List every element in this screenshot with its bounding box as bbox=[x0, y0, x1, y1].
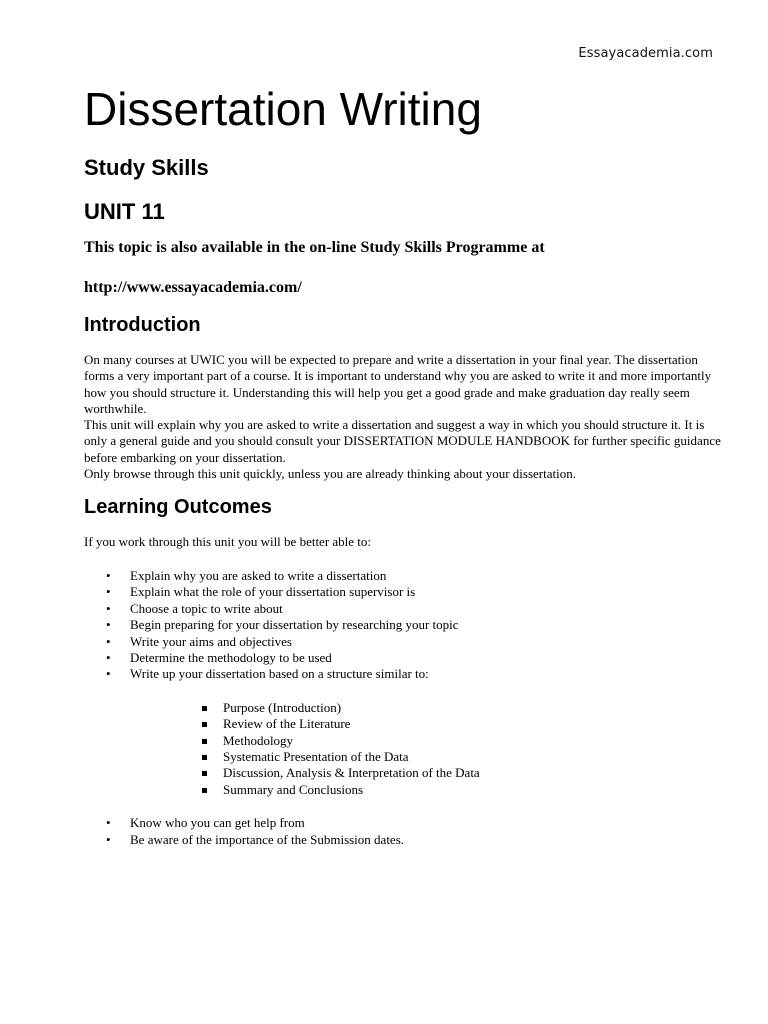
list-item bbox=[84, 634, 724, 650]
sub-list-item bbox=[84, 700, 724, 716]
list-item-text: Choose a topic to write about bbox=[130, 600, 283, 616]
list-item-text: Write your aims and objectives bbox=[130, 633, 292, 649]
square-bullet-icon bbox=[202, 706, 207, 711]
unit-label: UNIT 11 bbox=[84, 199, 165, 224]
availability-note: This topic is also available in the on-line Study Skills Programme at bbox=[84, 239, 545, 256]
list-item bbox=[84, 832, 724, 848]
sub-list-item bbox=[84, 716, 724, 732]
sub-list-item bbox=[84, 782, 724, 798]
list-item bbox=[84, 568, 724, 584]
sub-list-item-text: Discussion, Analysis & Interpretation of the Data bbox=[223, 765, 480, 781]
introduction-paragraph: Only browse through this unit quickly, unless you are already thinking about your dissertation. bbox=[84, 466, 576, 482]
document-title: Dissertation Writing bbox=[84, 83, 482, 135]
structure-sublist bbox=[84, 700, 724, 798]
bullet-icon: • bbox=[106, 831, 111, 847]
document-subtitle: Study Skills bbox=[84, 155, 209, 180]
sub-list-item-text: Summary and Conclusions bbox=[223, 781, 364, 797]
outcomes-lead: If you work through this unit you will be better able to: bbox=[84, 534, 372, 549]
list-item bbox=[84, 815, 724, 831]
introduction-heading: Introduction bbox=[84, 314, 201, 336]
bullet-icon: • bbox=[106, 815, 111, 831]
bullet-icon: • bbox=[106, 617, 111, 633]
sub-list-item-text: Methodology bbox=[223, 732, 294, 748]
square-bullet-icon bbox=[202, 722, 207, 727]
bullet-icon: • bbox=[106, 600, 111, 616]
square-bullet-icon bbox=[202, 739, 207, 744]
list-item bbox=[84, 617, 724, 633]
introduction-body bbox=[84, 352, 724, 494]
list-item-text: Explain what the role of your dissertation supervisor is bbox=[130, 584, 416, 600]
list-item-text: Be aware of the importance of the Submission dates. bbox=[130, 831, 405, 847]
list-item-text: Write up your dissertation based on a structure similar to: bbox=[130, 666, 429, 682]
learning-outcomes-heading: Learning Outcomes bbox=[84, 496, 272, 518]
list-item bbox=[84, 601, 724, 617]
sub-list-item-text: Systematic Presentation of the Data bbox=[223, 749, 409, 765]
list-item-text: Explain why you are asked to write a dissertation bbox=[130, 568, 387, 583]
introduction-paragraph: This unit will explain why you are asked to write a dissertation and suggest a way in which you should structure it. It is only a general guide and you should consult your DISSERTATION MODULE HANDBOOK for further specific guidance before embarking on your dissertation. bbox=[84, 417, 721, 465]
list-item bbox=[84, 666, 724, 682]
square-bullet-icon bbox=[202, 771, 207, 776]
list-item bbox=[84, 584, 724, 600]
sub-list-item bbox=[84, 765, 724, 781]
bullet-icon: • bbox=[106, 666, 111, 682]
square-bullet-icon bbox=[202, 755, 207, 760]
introduction-paragraph: On many courses at UWIC you will be expected to prepare and write a dissertation in your final year. The dissertation forms a very important part of a course. It is important to understand why you are asked to write it and more importantly how you should structure it. Understanding this will help you get a good grade and make graduation day really seem worthwhile. bbox=[84, 352, 712, 416]
document-content bbox=[84, 82, 724, 848]
sub-list-item bbox=[84, 749, 724, 765]
sub-list-item-text: Purpose (Introduction) bbox=[223, 699, 342, 715]
outcomes-list-continued bbox=[84, 815, 724, 848]
bullet-icon: • bbox=[106, 584, 111, 600]
bullet-icon: • bbox=[106, 568, 111, 583]
sub-list-item-text: Review of the Literature bbox=[223, 716, 351, 732]
list-item-text: Determine the methodology to be used bbox=[130, 650, 332, 666]
site-header: Essayacademia.com bbox=[578, 46, 713, 61]
square-bullet-icon bbox=[202, 788, 207, 793]
programme-url[interactable]: http://www.essayacademia.com/ bbox=[84, 279, 302, 296]
bullet-icon: • bbox=[106, 650, 111, 666]
sub-list-item bbox=[84, 733, 724, 749]
bullet-icon: • bbox=[106, 633, 111, 649]
list-item bbox=[84, 650, 724, 666]
list-item-text: Begin preparing for your dissertation by researching your topic bbox=[130, 617, 459, 633]
outcomes-list bbox=[84, 568, 724, 683]
list-item-text: Know who you can get help from bbox=[130, 815, 305, 831]
